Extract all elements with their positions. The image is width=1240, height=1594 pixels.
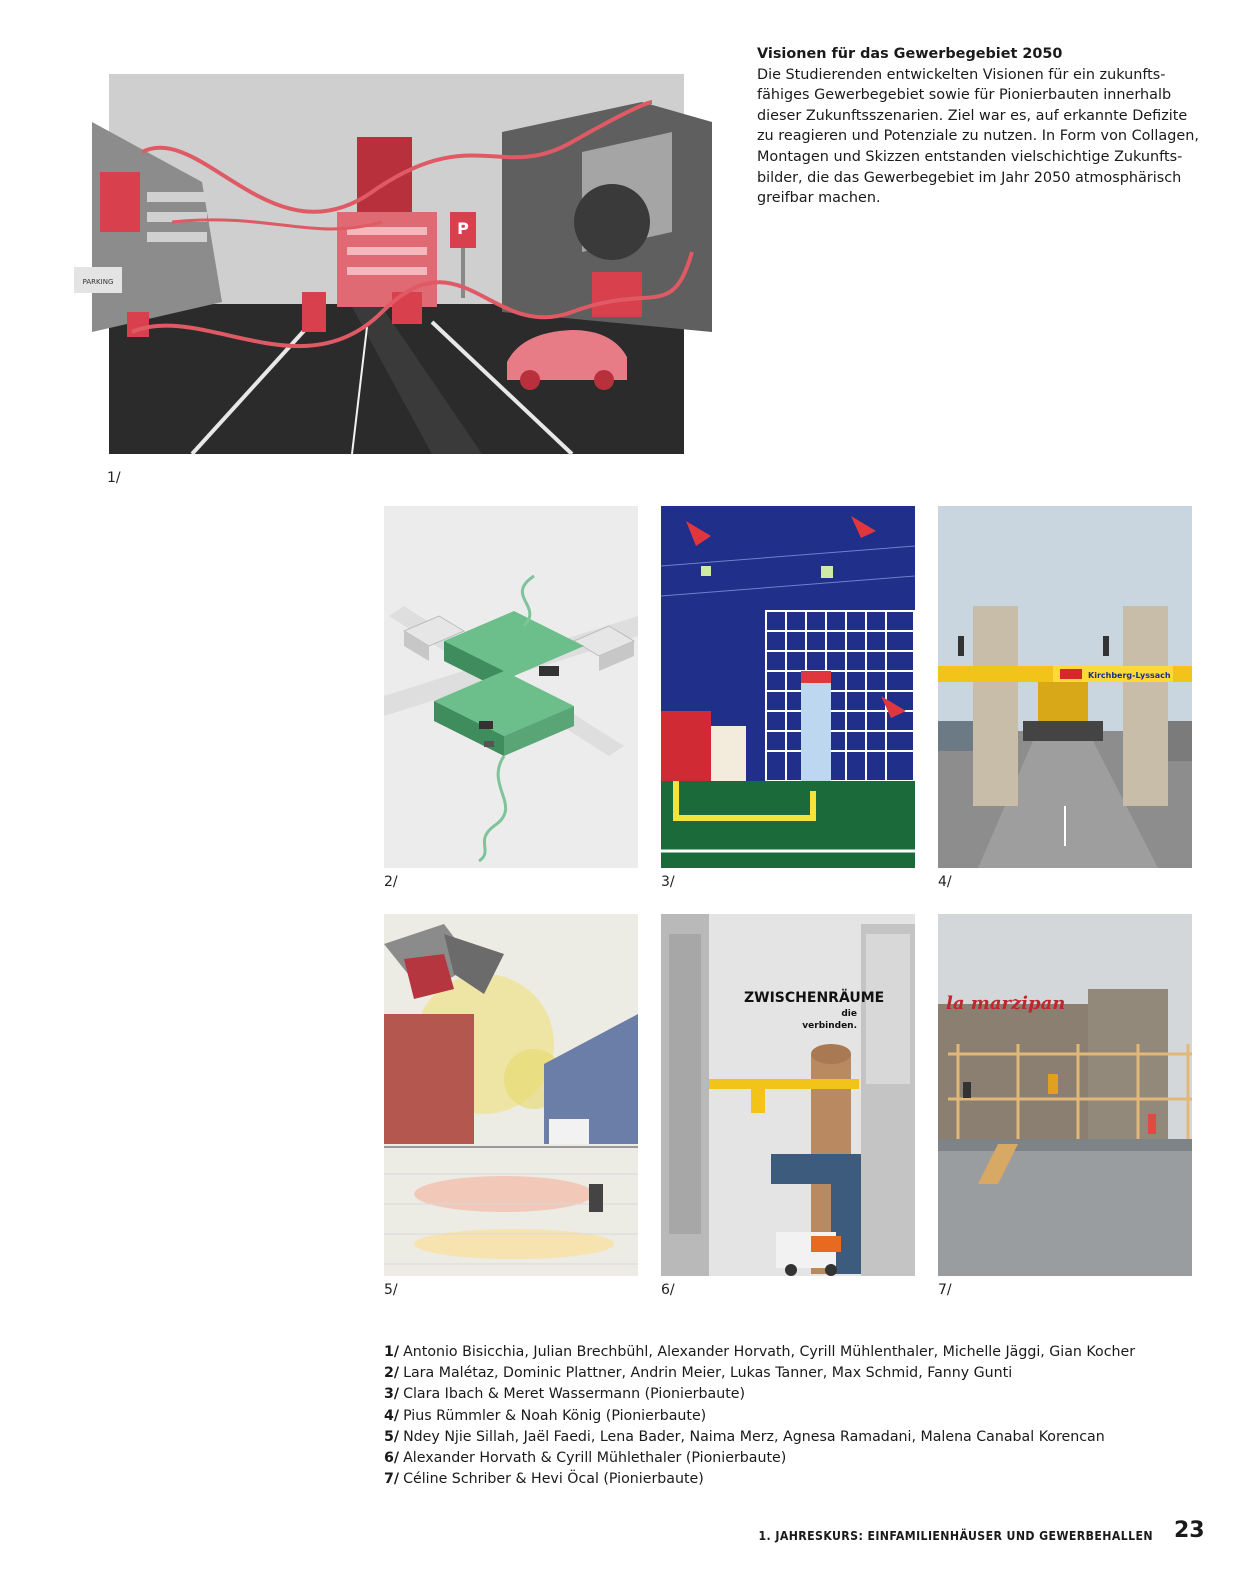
zwischenraeume-poster-image xyxy=(661,914,915,1276)
credit-number: 1/ xyxy=(384,1344,400,1360)
credit-number: 5/ xyxy=(384,1428,400,1445)
credit-row xyxy=(384,1363,1214,1384)
credit-text: Lara Malétaz, Dominic Plattner, Andrin Meier, Lukas Tanner, Max Schmid, Fanny Gunti xyxy=(403,1365,1013,1382)
gate-montage-image xyxy=(938,506,1192,868)
figure-7-caption: 7/ xyxy=(938,1282,952,1298)
credit-text: Alexander Horvath & Cyrill Mühlethaler (Pionierbaute) xyxy=(403,1450,787,1467)
credit-row xyxy=(384,1384,1214,1405)
intro-title: Visionen für das Gewerbegebiet 2050 xyxy=(757,46,1063,62)
credit-row xyxy=(384,1448,1214,1469)
figure-4-caption: 4/ xyxy=(938,874,952,890)
credits-list xyxy=(384,1342,1214,1490)
marzipan-sign-text: la marzipan xyxy=(946,993,1066,1014)
page-number: 23 xyxy=(1174,1518,1205,1543)
figure-1-caption: 1/ xyxy=(107,470,121,486)
poster-headline: ZWISCHENRÄUME xyxy=(744,990,885,1006)
parking-sign-text: P xyxy=(457,219,469,238)
credit-text: Clara Ibach & Meret Wassermann (Pionierbaute) xyxy=(403,1386,746,1403)
credit-row xyxy=(384,1342,1214,1363)
figure-1-collage xyxy=(52,62,734,464)
credit-number: 3/ xyxy=(384,1386,400,1403)
credit-number: 2/ xyxy=(384,1365,400,1382)
collage-street-image xyxy=(52,62,734,464)
poster-subline-2: verbinden. xyxy=(802,1021,857,1031)
isometric-plan-image xyxy=(384,506,638,868)
parking-billboard-text: PARKING xyxy=(82,278,114,286)
credit-text: Ndey Njie Sillah, Jaël Faedi, Lena Bader, Naima Merz, Agnesa Ramadani, Malena Canabal Korencan xyxy=(403,1428,1105,1445)
credit-number: 7/ xyxy=(384,1471,400,1488)
figure-6-caption: 6/ xyxy=(661,1282,675,1298)
footer-section-label: 1. JAHRESKURS: EINFAMILIENHÄUSER UND GEWERBEHALLEN xyxy=(758,1529,1153,1543)
credit-row xyxy=(384,1406,1214,1427)
figure-2-isometric xyxy=(384,506,638,868)
credit-text: Céline Schriber & Hevi Öcal (Pionierbaute) xyxy=(403,1471,704,1488)
credit-number: 4/ xyxy=(384,1407,400,1424)
figure-3-plan xyxy=(661,506,915,868)
marzipan-stage-image xyxy=(938,914,1192,1276)
figure-6-poster xyxy=(661,914,915,1276)
figure-4-gate xyxy=(938,506,1192,868)
figure-5-collage xyxy=(384,914,638,1276)
poster-subline-1: die xyxy=(841,1009,857,1019)
sun-collage-image xyxy=(384,914,638,1276)
figure-2-caption: 2/ xyxy=(384,874,398,890)
intro-body: Die Studierenden entwickelten Visionen für ein zukunfts-fähiges Gewerbegebiet sowie für Pionierbauten innerhalb dieser Zukunftsszenarien. Ziel war es, auf erkannte Defizite zu reagieren und Potenziale zu nutzen. In Form von Collagen, Montagen und Skizzen entstanden vielschichtige Zukunfts-bilder, die das Gewerbegebiet im Jahr 2050 atmosphärisch greifbar machen. xyxy=(757,66,1199,207)
figure-7-stage xyxy=(938,914,1192,1276)
credit-row xyxy=(384,1427,1214,1448)
station-sign-text: Kirchberg-Lyssach xyxy=(1088,671,1171,680)
credit-text: Pius Rümmler & Noah König (Pionierbaute) xyxy=(403,1407,707,1424)
credit-text: Antonio Bisicchia, Julian Brechbühl, Alexander Horvath, Cyrill Mühlenthaler, Michelle Jäggi, Gian Kocher xyxy=(403,1344,1136,1360)
figure-3-caption: 3/ xyxy=(661,874,675,890)
graphic-plan-image xyxy=(661,506,915,868)
credit-row xyxy=(384,1469,1214,1490)
intro-text xyxy=(757,44,1202,209)
credit-number: 6/ xyxy=(384,1450,400,1467)
figure-5-caption: 5/ xyxy=(384,1282,398,1298)
